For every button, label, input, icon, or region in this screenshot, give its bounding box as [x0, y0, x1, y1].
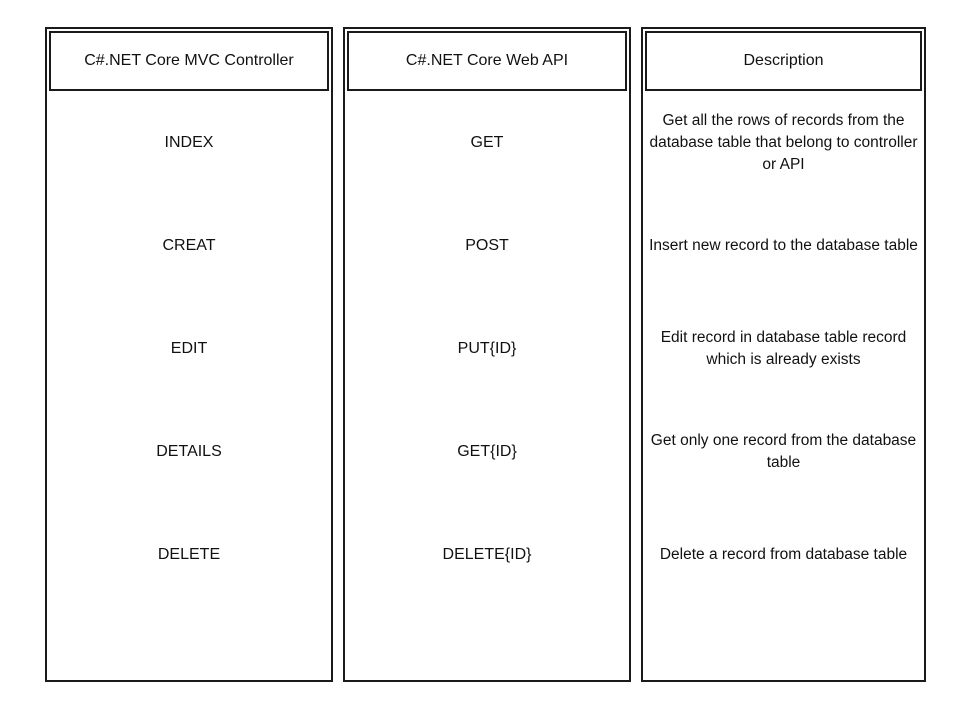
- api-verb-put-id: PUT{ID}: [457, 339, 517, 357]
- mvc-action-delete: DELETE: [157, 545, 221, 563]
- column-web-api: [343, 27, 631, 682]
- column-header-description: Description: [645, 31, 922, 91]
- mvc-action-index: INDEX: [164, 133, 214, 151]
- description-index: Get all the rows of records from the database table that belong to controller or API: [649, 111, 918, 173]
- description-delete: Delete a record from database table: [659, 545, 908, 563]
- column-body-web-api: [345, 91, 629, 606]
- description-details: Get only one record from the database table: [650, 431, 917, 471]
- api-verb-post: POST: [465, 236, 509, 254]
- column-header-mvc-controller: C#.NET Core MVC Controller: [49, 31, 329, 91]
- api-verb-get-id: GET{ID}: [457, 442, 517, 460]
- api-verb-get: GET: [470, 133, 504, 151]
- description-edit: Edit record in database table record which is already exists: [660, 328, 907, 368]
- column-body-description: [643, 91, 924, 606]
- mvc-action-creat: CREAT: [162, 236, 216, 254]
- description-create: Insert new record to the database table: [649, 236, 918, 254]
- api-verb-delete-id: DELETE{ID}: [442, 545, 532, 563]
- column-body-mvc-controller: [47, 91, 331, 606]
- column-mvc-controller: [45, 27, 333, 682]
- column-header-web-api: C#.NET Core Web API: [347, 31, 627, 91]
- column-description: [641, 27, 926, 682]
- mvc-action-edit: EDIT: [170, 339, 208, 357]
- mvc-action-details: DETAILS: [156, 442, 222, 460]
